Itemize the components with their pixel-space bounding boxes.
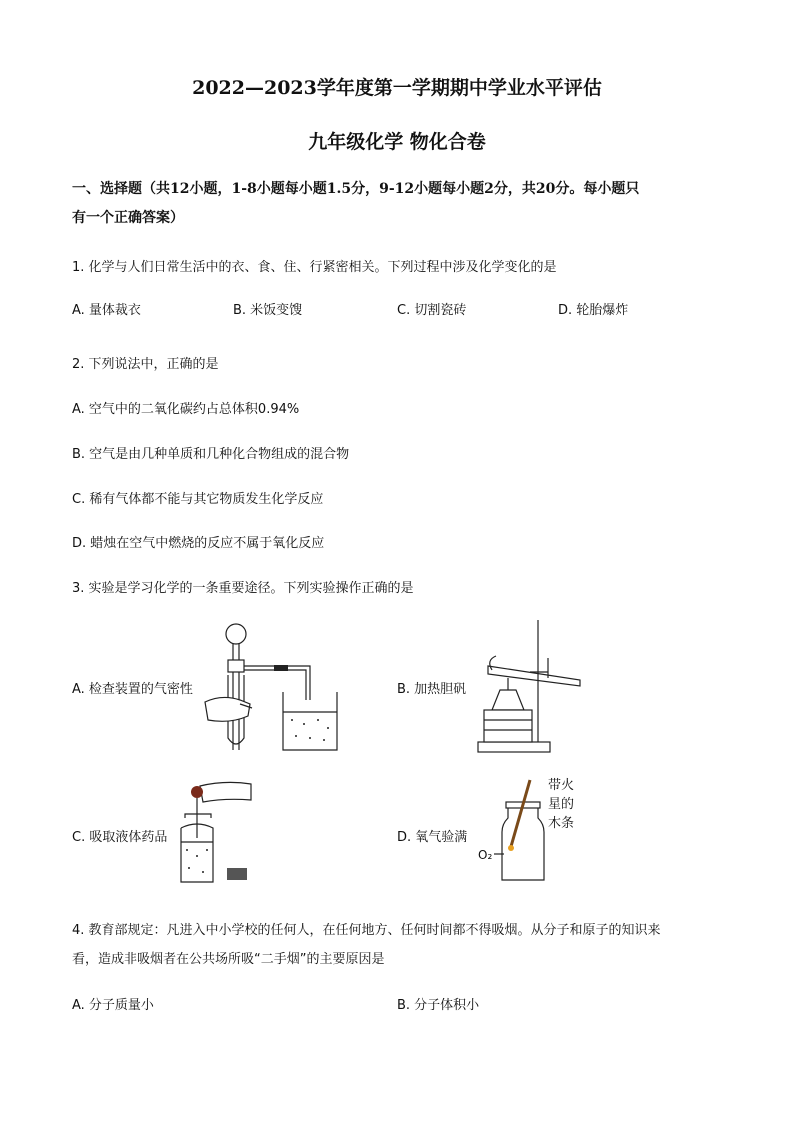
question-3-option-a[interactable]: A. 检查装置的气密性 [72, 682, 193, 697]
question-3-option-b[interactable]: B. 加热胆矾 [397, 682, 467, 697]
question-3-stem: 3. 实验是学习化学的一条重要途径。下列实验操作正确的是 [72, 581, 414, 596]
page-subtitle: 九年级化学 物化合卷 [308, 131, 486, 153]
section-heading-line1: 一、选择题（共12小题，1-8小题每小题1.5分，9-12小题每小题2分，共20分。每小题只 [72, 181, 640, 197]
question-4-option-b[interactable]: B. 分子体积小 [397, 998, 480, 1013]
page-title: 2022—2023学年度第一学期期中学业水平评估 [192, 77, 602, 99]
question-2-option-d[interactable]: D. 蜡烛在空气中燃烧的反应不属于氧化反应 [72, 536, 325, 551]
question-2-option-c[interactable]: C. 稀有气体都不能与其它物质发生化学反应 [72, 492, 324, 507]
question-1-stem: 1. 化学与人们日常生活中的衣、食、住、行紧密相关。下列过程中涉及化学变化的是 [72, 260, 557, 275]
question-1-option-d[interactable]: D. 轮胎爆炸 [558, 303, 629, 318]
figure-d-label: 带火 星的 木条 [548, 778, 575, 831]
question-4-stem-line1: 4. 教育部规定：凡进入中小学校的任何人，在任何地方、任何时间都不得吸烟。从分子和原子的知识来 [72, 923, 661, 938]
question-4-stem-line2: 看，造成非吸烟者在公共场所吸“二手烟”的主要原因是 [72, 952, 385, 967]
question-4-option-a[interactable]: A. 分子质量小 [72, 998, 154, 1013]
figure-airtightness-check [200, 620, 340, 760]
question-1-option-b[interactable]: B. 米饭变馊 [233, 303, 303, 318]
question-1-option-c[interactable]: C. 切割瓷砖 [397, 303, 467, 318]
figure-drawing-liquid [175, 778, 255, 888]
question-2-option-a[interactable]: A. 空气中的二氧化碳约占总体积0.94% [72, 402, 300, 417]
figure-d-gas-label: O₂ [478, 848, 493, 862]
question-2-stem: 2. 下列说法中，正确的是 [72, 357, 219, 372]
question-3-option-d[interactable]: D. 氧气验满 [397, 830, 468, 845]
question-3-option-c[interactable]: C. 吸取液体药品 [72, 830, 168, 845]
question-2-option-b[interactable]: B. 空气是由几种单质和几种化合物组成的混合物 [72, 447, 350, 462]
question-1-option-a[interactable]: A. 量体裁衣 [72, 303, 141, 318]
section-heading-line2: 有一个正确答案） [72, 210, 184, 226]
figure-oxygen-test [490, 778, 550, 888]
figure-heating-blue-vitriol [470, 620, 590, 760]
